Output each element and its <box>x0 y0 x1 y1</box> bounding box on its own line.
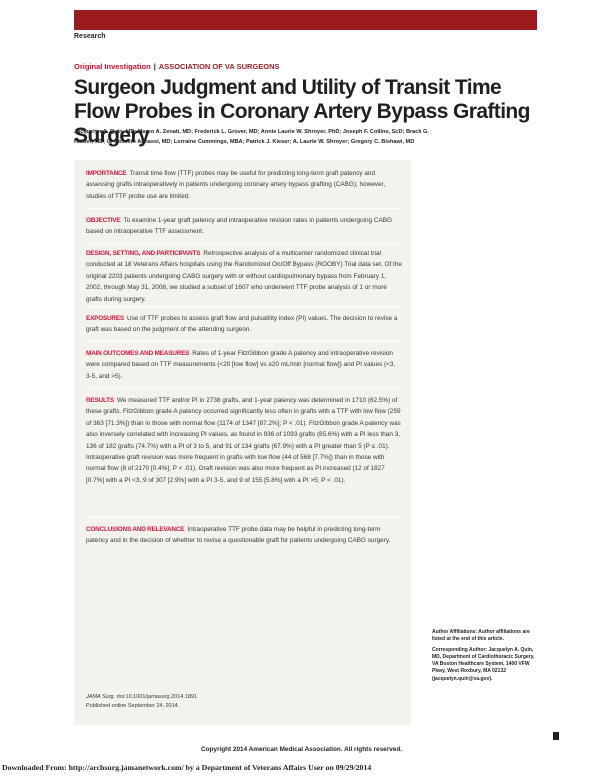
article-type: Original Investigation <box>74 62 151 71</box>
divider <box>86 208 402 209</box>
section-text: Intraoperative TTF probe data may be helpful in predicting long-term patency and in the decision of whether to revise a questionable graft for patients undergoing CABG surgery. <box>86 526 391 545</box>
society-label: ASSOCIATION OF VA SURGEONS <box>158 62 280 71</box>
section-text: Transit time flow (TTF) probes may be useful for predicting long-term graft patency and assessing grafts intraoperatively in patients undergoing coronary artery bypass grafting (CABG); however, studies of TTF probe use are limited. <box>86 170 386 200</box>
corresponding-author: Corresponding Author: Jacquelyn A. Quin, MD, Department of Cardiothoracic Surgery, VA Boston Healthcare System, 1400 VFW Pkwy, West Roxbury, MA 02132 (jacquelyn.quin@va.gov). <box>432 646 535 682</box>
section-heading: RESULTS <box>86 397 114 404</box>
author-list: Jacquelyn A. Quin, MD; Marco A. Zenati, MD; Frederick L. Grover, MD; Annie Laurie W. Shroyer, PhD; Joseph F. Collins, ScD; Brack G. Hattler, MD; G. Hossein Almassi, MD; Lorraine Cummings, MBA; Patrick J. Kieser; A. Laurie W. Shroyer; Gregory C. Bishawi, MD <box>74 129 429 145</box>
abstract-objective <box>86 215 402 238</box>
section-text: We measured TTF and/or PI in 2738 grafts, and 1-year patency was determined in 1710 (62.5%) of these grafts. FitzGibbon grade A patency occurred significantly less often in grafts with a TTF with low flow (259 of 363 [71.3%]) than in those with normal flow (1174 of 1347 [87.2%]; P < .01). FitzGibbon grade A patency was also inversely correlated with increasing PI values, as found in 936 of 1093 grafts (85.6%) with a PI less than 3, 136 of 182 grafts (74.7%) with a PI of 3 to 5, and 91 of 134 grafts (67.9%) with a PI greater than 5 (P ≤ .01). Intraoperative graft revision was more frequent in grafts with low flow (44 of 568 [7.7%]) than in those with normal flow (8 of 2170 [0.4%]; P < .01). Graft revision was also more frequent as PI increased (12 of 1827 [0.7%] with a PI <3, 9 of 307 [2.9%] with a PI 3-5, and 9 of 155 [5.8%] with a PI >5; P < .01). <box>86 397 401 484</box>
section-text: Rates of 1-year FitzGibbon grade A patency and intraoperative revision were compared based on TTF measurements (<20 [low flow] vs ≥20 mL/min [normal flow]) and PI values (<3, 3-5, and >5). <box>86 350 396 380</box>
journal-header-bar <box>74 10 537 30</box>
section-text: Use of TTF probes to assess graft flow and pulsatility index (PI) values. The decision to revise a graft was based on the judgment of the attending surgeon. <box>86 315 398 334</box>
citation-doi[interactable]: doi:10.1001/jamasurg.2014.1891 <box>116 694 198 700</box>
kicker-separator: | <box>153 62 156 71</box>
divider <box>86 306 402 307</box>
abstract-importance <box>86 168 402 202</box>
section-heading: EXPOSURES <box>86 315 124 322</box>
article-kicker <box>74 62 280 71</box>
divider <box>86 517 402 518</box>
abstract-conclusions <box>86 524 402 547</box>
section-heading: CONCLUSIONS AND RELEVANCE <box>86 526 185 533</box>
divider <box>86 243 402 244</box>
abstract-box <box>74 160 411 725</box>
section-heading: OBJECTIVE <box>86 217 121 224</box>
section-heading: MAIN OUTCOMES AND MEASURES <box>86 350 190 357</box>
section-label: Research <box>74 33 106 40</box>
published-date: Published online September 24, 2014. <box>86 703 180 709</box>
citation-block <box>86 693 197 711</box>
abstract-exposures <box>86 313 402 336</box>
section-heading: IMPORTANCE <box>86 170 127 177</box>
citation-journal: JAMA Surg. <box>86 694 116 700</box>
page-marker <box>553 732 559 740</box>
download-stamp: Downloaded From: http://archsurg.jamanetwork.com/ by a Department of Veterans Affairs User on 09/29/2014 <box>2 763 372 772</box>
copyright-notice: Copyright 2014 American Medical Association. All rights reserved. <box>200 746 402 753</box>
author-affiliations: Author Affiliations: Author affiliations are listed at the end of this article. <box>432 629 530 643</box>
section-text: Retrospective analysis of a multicenter randomized clinical trial conducted at 18 Veterans Affairs hospitals using the Randomized On/Off Bypass (ROOBY) Trial data set. Of the original 2203 patients undergoing CABG surgery with or without cardiopulmonary bypass from February 1, 2002, through May 31, 2008, we studied a subset of 1607 who underwent TTF probe analysis of 1 or more grafts during surgery. <box>86 250 402 303</box>
abstract-design <box>86 248 402 305</box>
abstract-outcomes <box>86 348 402 382</box>
divider <box>86 341 402 342</box>
section-heading: DESIGN, SETTING, AND PARTICIPANTS <box>86 250 201 257</box>
divider <box>86 387 402 388</box>
section-text: To examine 1-year graft patency and intraoperative revision rates in patients undergoing CABG based on intraoperative TTF assessment. <box>86 217 392 236</box>
article-title: Surgeon Judgment and Utility of Transit Time Flow Probes in Coronary Artery Bypass Grafting Surgery <box>74 76 530 147</box>
abstract-results <box>86 395 402 486</box>
author-info-sidebar <box>432 629 542 686</box>
